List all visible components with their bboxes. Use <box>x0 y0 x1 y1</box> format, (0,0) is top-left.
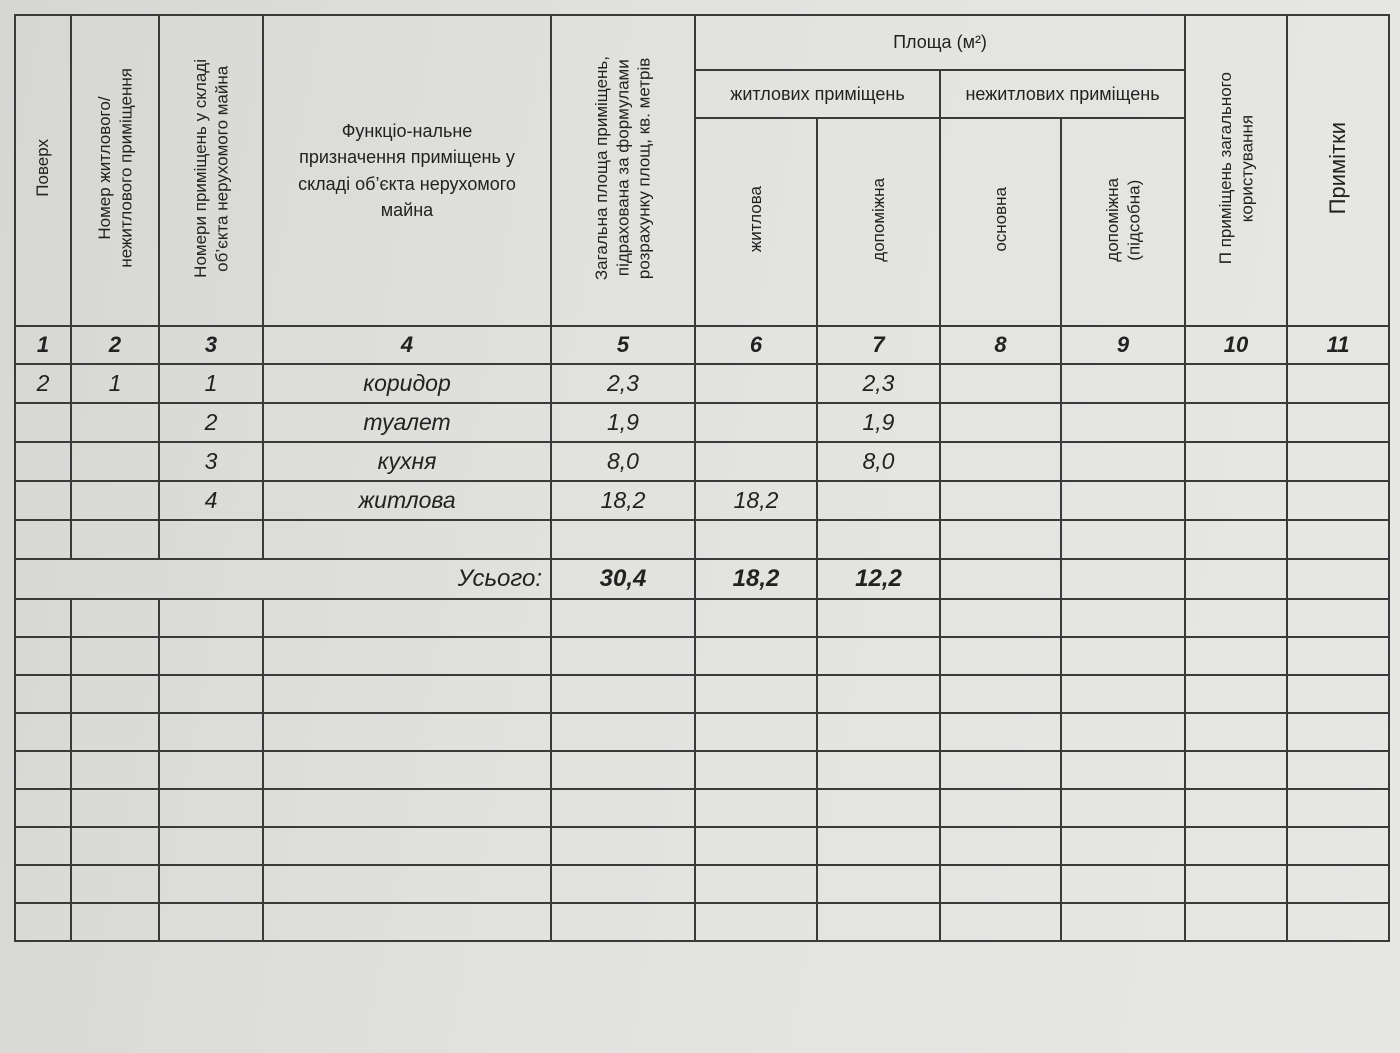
cell-notes <box>1287 481 1389 520</box>
cell-auxiliary-area <box>817 520 940 559</box>
header-main: основна <box>940 118 1061 326</box>
cell-floor <box>15 481 71 520</box>
cell-auxiliary-area: 1,9 <box>817 403 940 442</box>
column-number: 5 <box>551 326 695 364</box>
empty-cell <box>695 637 817 675</box>
cell-living-area <box>695 403 817 442</box>
cell-common-area <box>1185 520 1287 559</box>
empty-cell <box>695 599 817 637</box>
empty-cell <box>551 903 695 941</box>
empty-cell <box>1287 675 1389 713</box>
column-number: 6 <box>695 326 817 364</box>
header-area-group: Площа (м²) <box>695 15 1185 70</box>
table-row <box>15 364 1389 403</box>
header-residential-group: житлових приміщень <box>695 70 940 118</box>
column-number: 11 <box>1287 326 1389 364</box>
cell-total-area: 1,9 <box>551 403 695 442</box>
column-number: 3 <box>159 326 263 364</box>
cell-utility-area <box>1061 403 1185 442</box>
empty-cell <box>940 713 1061 751</box>
empty-cell <box>1287 903 1389 941</box>
empty-cell <box>551 713 695 751</box>
empty-cell <box>15 713 71 751</box>
empty-cell <box>1287 827 1389 865</box>
column-number: 4 <box>263 326 551 364</box>
empty-cell <box>263 675 551 713</box>
empty-row <box>15 865 1389 903</box>
empty-cell <box>1287 789 1389 827</box>
empty-cell <box>695 865 817 903</box>
header-living: житлова <box>695 118 817 326</box>
total-common-area <box>1185 559 1287 599</box>
empty-cell <box>15 675 71 713</box>
empty-cell <box>695 903 817 941</box>
table-row <box>15 520 1389 559</box>
empty-cell <box>263 751 551 789</box>
cell-utility-area <box>1061 520 1185 559</box>
empty-cell <box>1061 865 1185 903</box>
cell-main-area <box>940 403 1061 442</box>
empty-cell <box>71 599 159 637</box>
cell-unit: 1 <box>71 364 159 403</box>
empty-cell <box>71 751 159 789</box>
empty-cell <box>1061 827 1185 865</box>
cell-common-area <box>1185 442 1287 481</box>
empty-cell <box>695 713 817 751</box>
cell-room-number: 2 <box>159 403 263 442</box>
empty-cell <box>695 675 817 713</box>
total-label: Усього: <box>15 559 551 599</box>
cell-living-area <box>695 442 817 481</box>
empty-cell <box>551 637 695 675</box>
empty-cell <box>1061 713 1185 751</box>
header-nonresidential-group: нежитлових приміщень <box>940 70 1185 118</box>
cell-room-function: туалет <box>263 403 551 442</box>
empty-cell <box>1185 789 1287 827</box>
cell-notes <box>1287 520 1389 559</box>
empty-cell <box>15 751 71 789</box>
empty-cell <box>1185 599 1287 637</box>
empty-cell <box>817 827 940 865</box>
column-number: 8 <box>940 326 1061 364</box>
empty-cell <box>1185 637 1287 675</box>
empty-cell <box>159 751 263 789</box>
empty-cell <box>263 865 551 903</box>
cell-floor <box>15 442 71 481</box>
cell-total-area: 2,3 <box>551 364 695 403</box>
empty-cell <box>263 599 551 637</box>
header-room-numbers: Номери приміщень у складі об’єкта нерухомого майна <box>159 15 263 326</box>
empty-cell <box>263 903 551 941</box>
cell-unit <box>71 442 159 481</box>
empty-cell <box>940 789 1061 827</box>
empty-cell <box>263 637 551 675</box>
empty-row <box>15 713 1389 751</box>
empty-cell <box>817 637 940 675</box>
cell-main-area <box>940 442 1061 481</box>
empty-cell <box>551 827 695 865</box>
empty-cell <box>15 903 71 941</box>
header-utility: допоміжна (підсобна) <box>1061 118 1185 326</box>
empty-row <box>15 637 1389 675</box>
empty-row <box>15 789 1389 827</box>
empty-row <box>15 675 1389 713</box>
empty-cell <box>159 599 263 637</box>
empty-cell <box>1185 903 1287 941</box>
cell-common-area <box>1185 403 1287 442</box>
empty-cell <box>940 903 1061 941</box>
empty-cell <box>15 827 71 865</box>
empty-cell <box>940 827 1061 865</box>
empty-cell <box>1061 599 1185 637</box>
header-unit-number: Номер житлового/ нежитлового приміщення <box>71 15 159 326</box>
empty-cell <box>15 637 71 675</box>
empty-cell <box>551 865 695 903</box>
header-notes: Примітки <box>1287 15 1389 326</box>
column-number: 10 <box>1185 326 1287 364</box>
table-row <box>15 442 1389 481</box>
cell-floor: 2 <box>15 364 71 403</box>
empty-cell <box>940 865 1061 903</box>
total-living-area: 18,2 <box>695 559 817 599</box>
empty-cell <box>159 713 263 751</box>
header-common-area: П приміщень загального користування <box>1185 15 1287 326</box>
cell-main-area <box>940 520 1061 559</box>
empty-cell <box>1185 865 1287 903</box>
empty-cell <box>1061 637 1185 675</box>
empty-cell <box>1061 751 1185 789</box>
area-explication-table <box>14 14 1390 942</box>
total-auxiliary-area: 12,2 <box>817 559 940 599</box>
header-room-function: Функціо-нальне призначення приміщень у складі об’єкта нерухомого майна <box>263 15 551 326</box>
empty-cell <box>15 599 71 637</box>
column-number: 1 <box>15 326 71 364</box>
empty-cell <box>817 713 940 751</box>
cell-auxiliary-area: 2,3 <box>817 364 940 403</box>
empty-row <box>15 827 1389 865</box>
empty-cell <box>71 903 159 941</box>
cell-auxiliary-area: 8,0 <box>817 442 940 481</box>
empty-cell <box>551 599 695 637</box>
empty-cell <box>817 789 940 827</box>
empty-cell <box>1185 751 1287 789</box>
empty-cell <box>1287 637 1389 675</box>
empty-cell <box>1061 675 1185 713</box>
cell-total-area <box>551 520 695 559</box>
cell-floor <box>15 403 71 442</box>
cell-unit <box>71 403 159 442</box>
empty-row <box>15 903 1389 941</box>
cell-room-number: 4 <box>159 481 263 520</box>
empty-cell <box>71 789 159 827</box>
empty-row <box>15 751 1389 789</box>
cell-main-area <box>940 481 1061 520</box>
empty-row <box>15 599 1389 637</box>
column-number: 9 <box>1061 326 1185 364</box>
header-floor: Поверх <box>15 15 71 326</box>
cell-notes <box>1287 403 1389 442</box>
column-number: 2 <box>71 326 159 364</box>
empty-cell <box>1287 751 1389 789</box>
cell-room-function <box>263 520 551 559</box>
empty-cell <box>695 789 817 827</box>
empty-cell <box>1185 675 1287 713</box>
cell-room-function: кухня <box>263 442 551 481</box>
empty-cell <box>817 675 940 713</box>
empty-cell <box>1287 865 1389 903</box>
empty-cell <box>940 637 1061 675</box>
empty-cell <box>940 675 1061 713</box>
empty-cell <box>695 827 817 865</box>
cell-common-area <box>1185 364 1287 403</box>
cell-room-number: 1 <box>159 364 263 403</box>
empty-cell <box>817 751 940 789</box>
cell-utility-area <box>1061 481 1185 520</box>
empty-cell <box>817 865 940 903</box>
cell-living-area <box>695 520 817 559</box>
empty-cell <box>159 865 263 903</box>
empty-cell <box>159 903 263 941</box>
total-notes <box>1287 559 1389 599</box>
empty-cell <box>551 751 695 789</box>
empty-cell <box>263 789 551 827</box>
empty-cell <box>1185 713 1287 751</box>
cell-living-area <box>695 364 817 403</box>
column-number-row <box>15 326 1389 364</box>
empty-cell <box>159 637 263 675</box>
cell-total-area: 18,2 <box>551 481 695 520</box>
empty-cell <box>71 713 159 751</box>
empty-cell <box>1287 713 1389 751</box>
cell-utility-area <box>1061 364 1185 403</box>
empty-cell <box>551 789 695 827</box>
empty-cell <box>15 865 71 903</box>
cell-main-area <box>940 364 1061 403</box>
cell-total-area: 8,0 <box>551 442 695 481</box>
empty-cell <box>817 903 940 941</box>
cell-room-function: коридор <box>263 364 551 403</box>
header-total-area: Загальна площа приміщень, підрахована за формулами розрахунку площ, кв. метрів <box>551 15 695 326</box>
empty-cell <box>263 827 551 865</box>
column-number: 7 <box>817 326 940 364</box>
empty-cell <box>71 637 159 675</box>
empty-cell <box>1061 789 1185 827</box>
empty-cell <box>1287 599 1389 637</box>
empty-cell <box>940 599 1061 637</box>
total-main-area <box>940 559 1061 599</box>
empty-cell <box>1185 827 1287 865</box>
empty-cell <box>71 827 159 865</box>
cell-living-area: 18,2 <box>695 481 817 520</box>
empty-cell <box>1061 903 1185 941</box>
total-utility-area <box>1061 559 1185 599</box>
empty-cell <box>263 713 551 751</box>
cell-floor <box>15 520 71 559</box>
cell-unit <box>71 520 159 559</box>
total-area: 30,4 <box>551 559 695 599</box>
cell-unit <box>71 481 159 520</box>
cell-utility-area <box>1061 442 1185 481</box>
empty-cell <box>551 675 695 713</box>
empty-cell <box>940 751 1061 789</box>
empty-cell <box>695 751 817 789</box>
cell-room-function: житлова <box>263 481 551 520</box>
cell-room-number <box>159 520 263 559</box>
empty-cell <box>159 827 263 865</box>
empty-cell <box>159 789 263 827</box>
cell-common-area <box>1185 481 1287 520</box>
table-row <box>15 403 1389 442</box>
empty-cell <box>817 599 940 637</box>
empty-cell <box>159 675 263 713</box>
total-row <box>15 559 1389 599</box>
empty-cell <box>71 865 159 903</box>
cell-room-number: 3 <box>159 442 263 481</box>
cell-notes <box>1287 364 1389 403</box>
cell-notes <box>1287 442 1389 481</box>
header-auxiliary: допоміжна <box>817 118 940 326</box>
empty-cell <box>71 675 159 713</box>
cell-auxiliary-area <box>817 481 940 520</box>
table-row <box>15 481 1389 520</box>
empty-cell <box>15 789 71 827</box>
